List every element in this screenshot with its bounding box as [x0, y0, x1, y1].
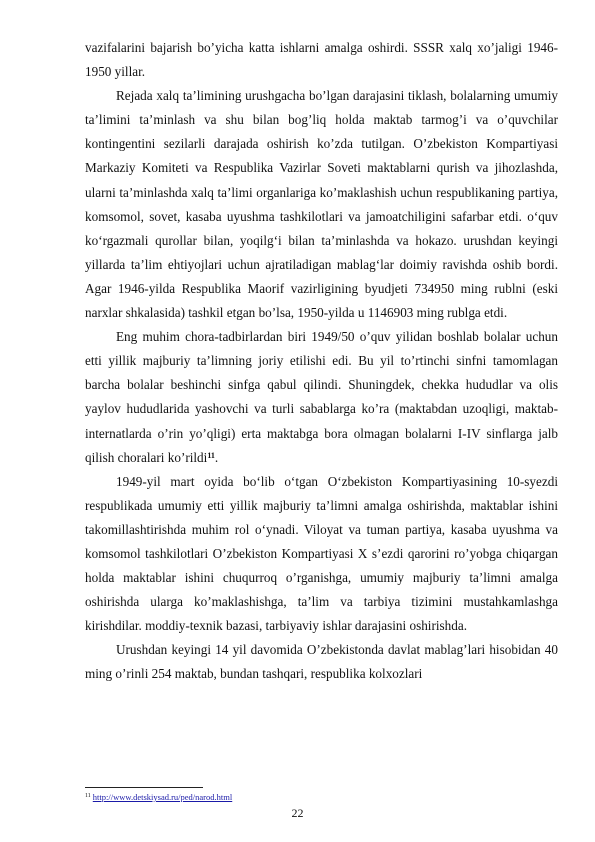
- page-number: 22: [291, 806, 304, 820]
- footnote-reference[interactable]: 11: [207, 450, 215, 460]
- paragraph-2: [85, 84, 558, 325]
- paragraph-3: [85, 325, 558, 470]
- paragraph-4-text: 1949-yil mart oyida bo‘lib o‘tgan O‘zbekiston Kompartiyasining 10-syezdi respublikada umumiy etti yillik majburiy ta’limni amalga oshirishda, maktablar ishini takomillashtirishda muhim rol o‘ynadi. Viloyat va tuman partiya, kasaba uyushma va komsomol tashkilotlari O’zbekiston Kompartiyasi X s’ezdi qarorini ro’yobga chiqargan holda maktablar ishini chuqurroq o’rganishga, umumiy majburiy ta’limni amalga oshirishda ularga ko’maklashishga, ta’lim va tarbiya tizimini mustahkamlashga kirishdilar. moddiy-texnik bazasi, tarbiyaviy ishlar darajasini oshirishda.: [85, 473, 558, 634]
- page-body: [85, 36, 558, 687]
- footnote-number: 11: [85, 793, 91, 799]
- paragraph-5: [85, 638, 558, 686]
- paragraph-1-text: vazifalarini bajarish bo’yicha katta ishlarni amalga oshirdi. SSSR xalq xo’jaligi 1946-1950 yillar.: [85, 40, 558, 80]
- paragraph-2-text: Rejada xalq ta’limining urushgacha bo’lgan darajasini tiklash, bolalarning umumiy ta’limini ta’minlash va shu bilan bog’liq holda maktab tarmog’i va o’quvchilar kontingentini sezilarli darajada oshirish ko’zda tutilgan. O’zbekiston Kompartiyasi Markaziy Komiteti va Respublika Vazirlar Soveti maktablarni qurish va jihozlashda, ularni ta’minlashda xalq ta’limi organlariga ko’maklashish uchun respublikaning partiya, komsomol, sovet, kasaba uyushma tashkilotlari va jamoatchiligini safarbar etdi. o‘quv ko‘rgazmali qurollar bilan, yoqilg‘i bilan ta’minlashda va hokazo. urushdan keyingi yillarda ta’lim ehtiyojlari uchun ajratiladigan mablag‘lar doimiy ravishda oshib bordi. Agar 1946-yilda Respublika Maorif vazirligining byudjeti 734950 ming rublni (eski narxlar shkalasida) tashkil etgan bo’lsa, 1950-yilda u 1146903 ming rublga etdi.: [85, 88, 558, 321]
- paragraph-4: [85, 470, 558, 639]
- footnote-link[interactable]: http://www.detskiysad.ru/ped/narod.html: [92, 792, 233, 802]
- footnote: [85, 791, 232, 802]
- paragraph-3-text: Eng muhim chora-tadbirlardan biri 1949/50 o’quv yilidan boshlab bolalar uchun etti yillik majburiy ta’limning joriy etilishi edi. Bu yil to’rtinchi sinfni tamomlagan barcha bolalar beshinchi sinfga qabul qilindi. Shuningdek, chekka hududlar va olis yaylov hududlarida yashovchi va turli sabablarga ko’ra (maktabdan uzoqligi, maktab-internatlarda o’rin yo’qligi) erta maktabga bora olmagan bolalarni I-IV sinflarga jalb qilish choralari ko’rildi: [85, 329, 558, 465]
- paragraph-1: [85, 36, 558, 84]
- paragraph-3-tail: .: [214, 449, 219, 465]
- footnote-divider: [85, 787, 203, 788]
- paragraph-5-text: Urushdan keyingi 14 yil davomida O’zbekistonda davlat mablag’lari hisobidan 40 ming o’rinli 254 maktab, bundan tashqari, respublika kolxozlari: [85, 642, 558, 682]
